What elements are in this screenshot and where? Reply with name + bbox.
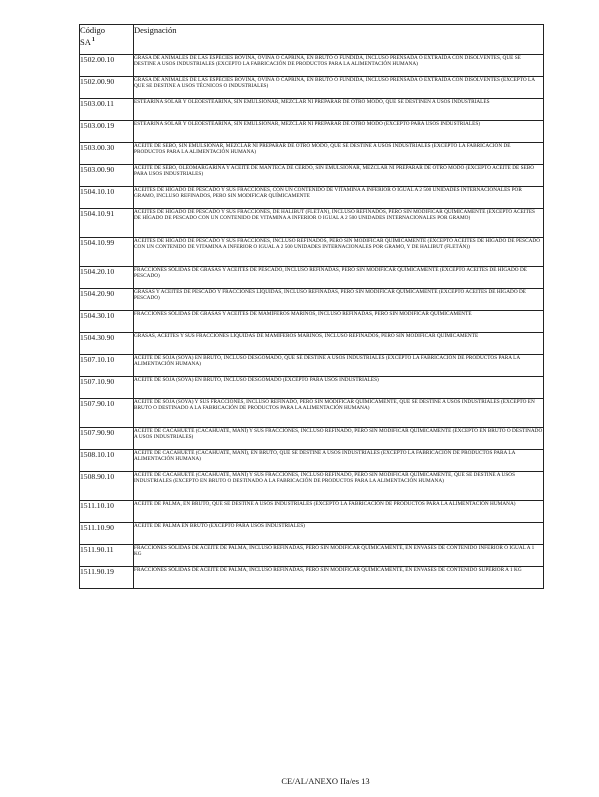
designation-cell: ESTEARINA SOLAR Y OLEOESTEARINA, SIN EMULSIONAR, MEZCLAR NI PREPARAR DE OTRO MODO (EXCEPTO PARA USOS INDUSTRIALES) [134,121,544,143]
table-row [80,99,544,121]
page-reference: CE/AL/ANEXO IIa/es 13 [281,776,370,786]
table-row [80,501,544,523]
hs-code-cell: 1504.10.10 [80,187,134,209]
table-row [80,187,544,209]
table-row [80,450,544,472]
designation-cell: ACEITE DE PALMA EN BRUTO (EXCEPTO PARA USOS INDUSTRIALES) [134,523,544,545]
footnote-marker: 1 [91,37,95,43]
hs-code-cell: 1507.10.10 [80,355,134,377]
hs-code-cell: 1511.10.90 [80,523,134,545]
hs-code-cell: 1511.90.11 [80,545,134,567]
table-row [80,289,544,311]
table-row [80,377,544,399]
table-row [80,165,544,187]
designation-cell: FRACCIONES SÓLIDAS DE ACEITE DE PALMA, INCLUSO REFINADAS, PERO SIN MODIFICAR QUÍMICAMENTE, EN ENVASES DE CONTENIDO SUPERIOR A 1 KG [134,567,544,589]
designation-cell: ACEITE DE SOJA (SOYA) EN BRUTO, INCLUSO DESGOMADO (EXCEPTO PARA USOS INDUSTRIALES) [134,377,544,399]
hs-code-cell: 1507.10.90 [80,377,134,399]
designation-cell: ACEITES DE HÍGADO DE PESCADO Y SUS FRACCIONES, INCLUSO REFINADOS, PERO SIN MODIFICAR QUÍMICAMENTE (EXCEPTO ACEITES DE HÍGADO DE PESCADO CON UN CONTENIDO DE VITAMINA A INFERIOR O IGUAL A 2 500 UNIDADES INTERNACIONALES POR GRAMO, Y DE HALIBUT (FLETÁN)) [134,238,544,267]
designation-cell: ACEITE DE SOJA (SOYA) Y SUS FRACCIONES, INCLUSO REFINADO, PERO SIN MODIFICAR QUÍMICAMENTE, QUE SE DESTINE A USOS INDUSTRIALES (EXCEPTO EN BRUTO O DESTINADO A LA FABRICACIÓN DE PRODUCTOS PARA LA ALIMENTACIÓN HUMANA) [134,399,544,428]
header-designation: Designación [134,25,544,55]
hs-code-cell: 1503.00.11 [80,99,134,121]
table-row [80,355,544,377]
hs-code-cell: 1508.90.10 [80,472,134,501]
hs-code-cell: 1511.90.19 [80,567,134,589]
table-row [80,333,544,355]
hs-code-cell: 1508.10.10 [80,450,134,472]
hs-code-cell: 1504.20.90 [80,289,134,311]
table-row [80,523,544,545]
hs-code-cell: 1502.00.10 [80,55,134,77]
designation-cell: ACEITE DE PALMA, EN BRUTO, QUE SE DESTINE A USOS INDUSTRIALES (EXCEPTO LA FABRICACIÓN DE PRODUCTOS PARA LA ALIMENTACIÓN HUMANA) [134,501,544,523]
designation-cell: GRASA DE ANIMALES DE LAS ESPECIES BOVINA, OVINA O CAPRINA, EN BRUTO O FUNDIDA, INCLUSO PRENSADA O EXTRAÍDA CON DISOLVENTES (EXCEPTO LA QUE SE DESTINE A USOS TÉCNICOS O INDUSTRIALES) [134,77,544,99]
hs-code-cell: 1504.30.90 [80,333,134,355]
designation-cell: ACEITE DE CACAHUETE (CACAHUATE, MANÍ) Y SUS FRACCIONES, INCLUSO REFINADO, PERO SIN MODIFICAR QUÍMICAMENTE (EXCEPTO EN BRUTO O DESTINADO A USOS INDUSTRIALES) [134,428,544,450]
tariff-table [79,24,544,589]
table-row [80,567,544,589]
designation-cell: GRASAS, ACEITES Y SUS FRACCIONES LÍQUIDAS DE MAMÍFEROS MARINOS, INCLUSO REFINADOS, PERO SIN MODIFICAR QUÍMICAMENTE [134,333,544,355]
designation-cell: ACEITE DE SEBO, OLEOMARGARINA Y ACEITE DE MANTECA DE CERDO, SIN EMULSIONAR, MEZCLAR NI PREPARAR DE OTRO MODO (EXCEPTO ACEITE DE SEBO PARA USOS INDUSTRIALES) [134,165,544,187]
table-row [80,399,544,428]
designation-cell: ACEITE DE SEBO, SIN EMULSIONAR, MEZCLAR NI PREPARAR DE OTRO MODO, QUE SE DESTINE A USOS INDUSTRIALES (EXCEPTO LA FABRICACIÓN DE PRODUCTOS PARA LA ALIMENTACIÓN HUMANA) [134,143,544,165]
designation-cell: GRASAS Y ACEITES DE PESCADO Y FRACCIONES LÍQUIDAS, INCLUSO REFINADAS, PERO SIN MODIFICAR QUÍMICAMENTE (EXCEPTO ACEITES DE HÍGADO DE PESCADO) [134,289,544,311]
hs-code-cell: 1504.30.10 [80,311,134,333]
table-row [80,428,544,450]
designation-cell: ACEITE DE CACAHUETE (CACAHUATE, MANÍ), EN BRUTO, QUE SE DESTINE A USOS INDUSTRIALES (EXCEPTO LA FABRICACIÓN DE PRODUCTOS PARA LA ALIMENTACIÓN HUMANA) [134,450,544,472]
designation-cell: ACEITE DE SOJA (SOYA) EN BRUTO, INCLUSO DESGOMADO, QUE SE DESTINE A USOS INDUSTRIALES (EXCEPTO LA FABRICACIÓN DE PRODUCTOS PARA LA ALIMENTACIÓN HUMANA) [134,355,544,377]
designation-cell: FRACCIONES SÓLIDAS DE GRASAS Y ACEITES DE PESCADO, INCLUSO REFINADAS, PERO SIN MODIFICAR QUÍMICAMENTE (EXCEPTO ACEITES DE HÍGADO DE PESCADO) [134,267,544,289]
table-row [80,311,544,333]
designation-cell: GRASA DE ANIMALES DE LAS ESPECIES BOVINA, OVINA O CAPRINA, EN BRUTO O FUNDIDA, INCLUSO PRENSADA O EXTRAÍDA CON DISOLVENTES, QUE SE DESTINE A USOS INDUSTRIALES (EXCEPTO LA FABRICACIÓN DE PRODUCTOS PARA LA ALIMENTACIÓN HUMANA) [134,55,544,77]
hs-code-cell: 1503.00.90 [80,165,134,187]
table-row [80,121,544,143]
hs-code-cell: 1503.00.30 [80,143,134,165]
hs-code-cell: 1507.90.10 [80,399,134,428]
hs-code-cell: 1511.10.10 [80,501,134,523]
header-code-line1: Código [80,25,106,35]
hs-code-cell: 1504.10.91 [80,209,134,238]
table-body [80,55,544,589]
page-footer [0,776,599,786]
table-row [80,55,544,77]
designation-cell: FRACCIONES SÓLIDAS DE ACEITE DE PALMA, INCLUSO REFINADAS, PERO SIN MODIFICAR QUÍMICAMENTE, EN ENVASES DE CONTENIDO INFERIOR O IGUAL A 1 KG [134,545,544,567]
table-header-row [80,25,544,55]
hs-code-cell: 1507.90.90 [80,428,134,450]
header-code [80,25,134,55]
table-row [80,143,544,165]
hs-code-cell: 1504.20.10 [80,267,134,289]
header-code-line2: SA [80,37,91,47]
hs-code-cell: 1502.00.90 [80,77,134,99]
table-row [80,238,544,267]
table-row [80,472,544,501]
designation-cell: FRACCIONES SÓLIDAS DE GRASAS Y ACEITES DE MAMÍFEROS MARINOS, INCLUSO REFINADAS, PERO SIN MODIFICAR QUÍMICAMENTE [134,311,544,333]
hs-code-cell: 1504.10.99 [80,238,134,267]
table-row [80,267,544,289]
designation-cell: ACEITE DE CACAHUETE (CACAHUATE, MANÍ) Y SUS FRACCIONES, INCLUSO REFINADO, PERO SIN MODIFICAR QUÍMICAMENTE, QUE SE DESTINE A USOS INDUSTRIALES (EXCEPTO EN BRUTO O DESTINADO A LA FABRICACIÓN DE PRODUCTOS PARA LA ALIMENTACIÓN HUMANA) [134,472,544,501]
designation-cell: ESTEARINA SOLAR Y OLEOESTEARINA, SIN EMULSIONAR, MEZCLAR NI PREPARAR DE OTRO MODO, QUE SE DESTINEN A USOS INDUSTRIALES [134,99,544,121]
designation-cell: ACEITES DE HÍGADO DE PESCADO Y SUS FRACCIONES, CON UN CONTENIDO DE VITAMINA A INFERIOR O IGUAL A 2 500 UNIDADES INTERNACIONALES POR GRAMO, INCLUSO REFINADOS, PERO SIN MODIFICAR QUÍMICAMENTE [134,187,544,209]
hs-code-cell: 1503.00.19 [80,121,134,143]
table-row [80,545,544,567]
table-row [80,209,544,238]
designation-cell: ACEITES DE HÍGADO DE PESCADO Y SUS FRACCIONES, DE HALIBUT (FLETÁN), INCLUSO REFINADOS, PERO SIN MODIFICAR QUÍMICAMENTE (EXCEPTO ACEITES DE HÍGADO DE PESCADO CON UN CONTENIDO DE VITAMINA A INFERIOR O IGUAL A 2 500 UNIDADES INTERNACIONALES POR GRAMO) [134,209,544,238]
table-row [80,77,544,99]
